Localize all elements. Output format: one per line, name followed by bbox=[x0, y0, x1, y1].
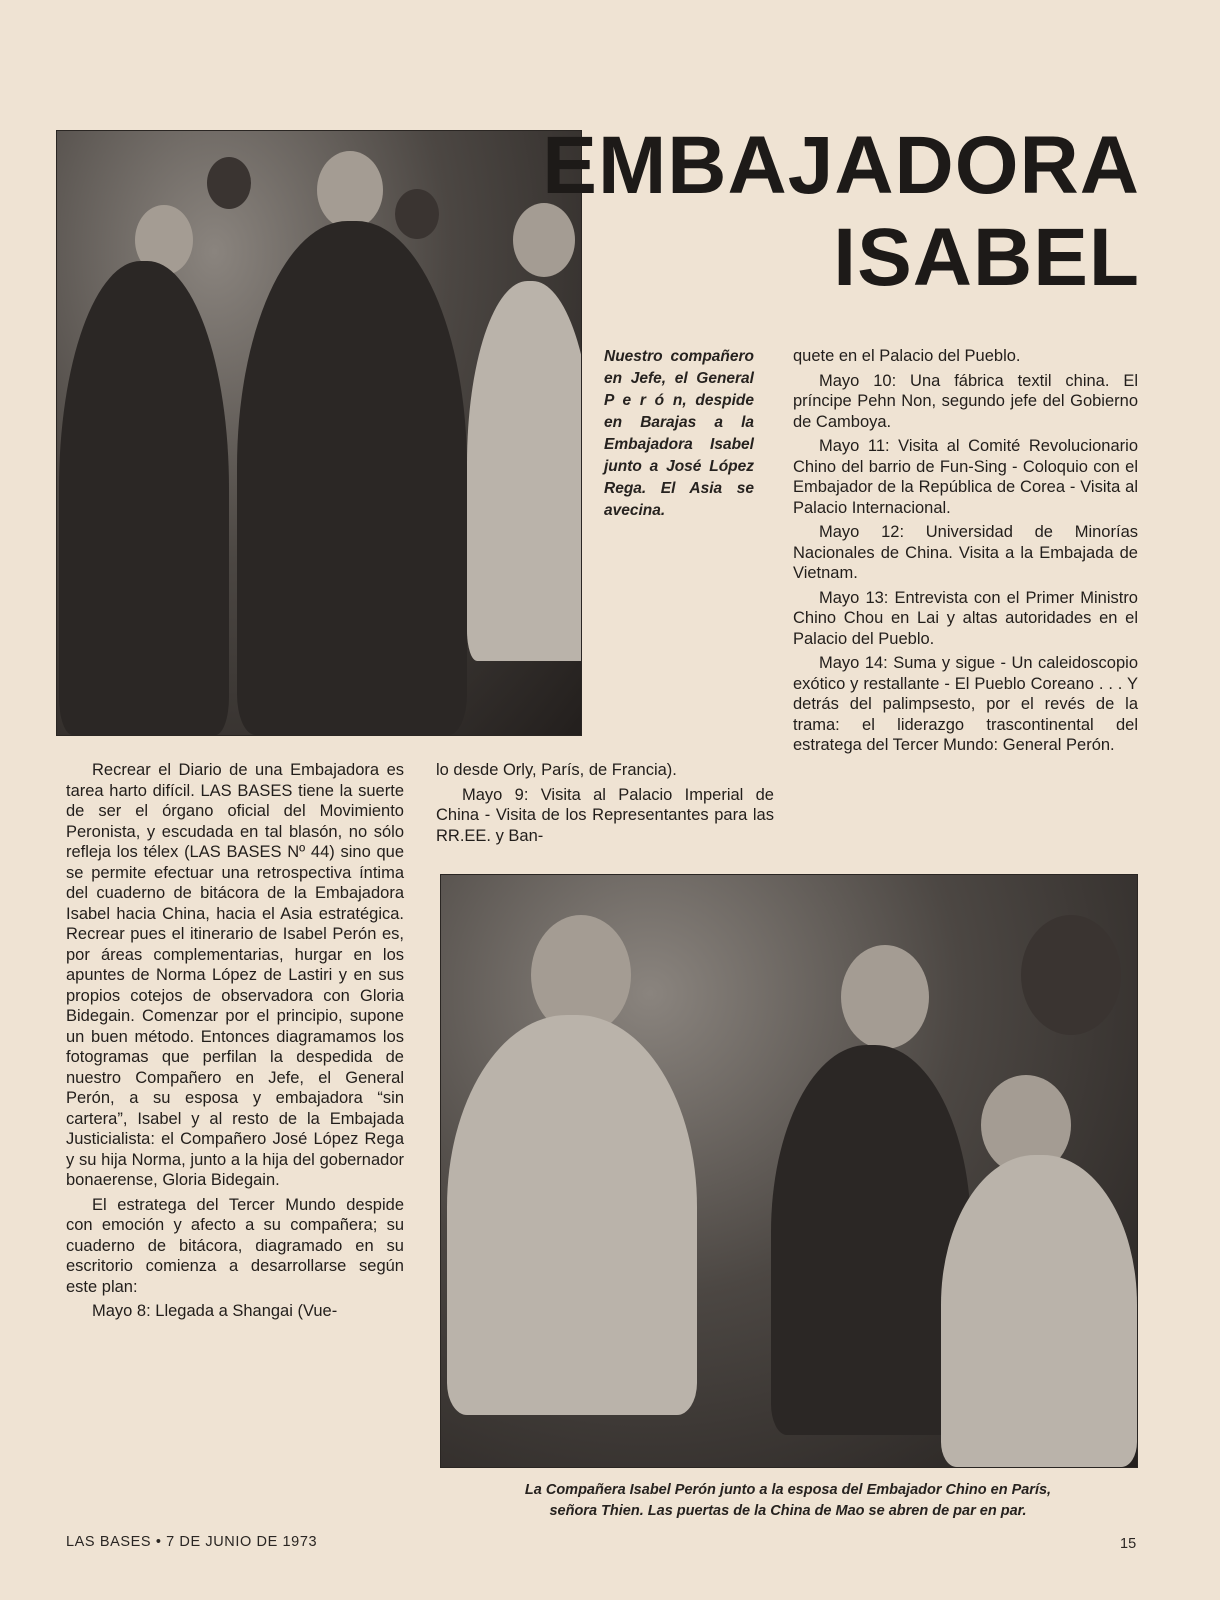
bottom-caption-line-1: La Compañera Isabel Perón junto a la esposa del Embajador Chino en París, bbox=[524, 1482, 1052, 1498]
right-paragraph: Mayo 10: Una fábrica textil china. El príncipe Pehn Non, segundo jefe del Gobierno de Camboya. bbox=[793, 371, 1138, 431]
headline bbox=[542, 120, 1140, 304]
right-paragraph: Mayo 13: Entrevista con el Primer Ministro Chino Chou en Lai y altas autoridades en el Palacio del Pueblo. bbox=[793, 588, 1138, 648]
top-photo bbox=[56, 130, 582, 736]
right-paragraph: Mayo 11: Visita al Comité Revolucionario Chino del barrio de Fun-Sing - Coloquio con el Embajador de la República de Corea - Visita al Palacio Internacional. bbox=[793, 437, 1138, 517]
left-paragraph: El estratega del Tercer Mundo despide con emoción y afecto a su compañera; su cuaderno de bitácora, diagramado en su escritorio comienza a desarrollarse según este plan: bbox=[66, 1195, 404, 1296]
left-paragraph: Recrear el Diario de una Embajadora es tarea harto difícil. LAS BASES tiene la suerte de ser el órgano oficial del Movimiento Peronista, y escudada en tal blasón, no sólo refleja los télex (LAS BASES Nº 44) sino que se permite efectuar una retrospectiva íntima del cuaderno de bitácora de la Embajadora Isabel hacia China, hacia el Asia estratégica. Recrear pues el itinerario de Isabel Perón es, por áreas complementarias, hurgar en los apuntes de Norma López de Lastiri y en sus propios cotejos de observadora con Gloria Bidegain. Comenzar por el principio, supone un buen método. Entonces diagramamos los fotogramas que perfilan la despedida de nuestro Compañero en Jefe, el General Perón, a su esposa y embajadora “sin cartera”, Isabel y al resto de la Embajada Justicialista: el Compañero José López Rega y su hija Norma, junto a la hija del gobernador bonaerense, Gloria Bidegain. bbox=[66, 761, 404, 1189]
bottom-photo-caption bbox=[436, 1480, 1140, 1522]
right-column-continued: quete en el Palacio del Pueblo. bbox=[793, 347, 1021, 365]
left-paragraph: Mayo 8: Llegada a Shangai (Vue- bbox=[92, 1302, 338, 1320]
page-number: 15 bbox=[1120, 1536, 1137, 1552]
middle-paragraph: Mayo 9: Visita al Palacio Imperial de China - Visita de los Representantes para las RR.EE. y Ban- bbox=[436, 785, 774, 845]
right-paragraph: Mayo 12: Universidad de Minorías Nacionales de China. Visita a la Embajada de Vietnam. bbox=[793, 523, 1138, 582]
right-paragraph: Mayo 14: Suma y sigue - Un caleidoscopio exótico y restallante - El Pueblo Coreano . . . Y detrás del palimpsesto, por el revés de la trama: el liderazgo trascontinental del estratega del Tercer Mundo: General Perón. bbox=[793, 654, 1138, 754]
publication-footer: LAS BASES • 7 DE JUNIO DE 1973 bbox=[66, 1534, 318, 1550]
right-column bbox=[793, 346, 1138, 760]
top-photo-caption: Nuestro compañero en Jefe, el General P e r ó n, despide en Barajas a la Embajadora Isabel junto a José López Rega. El Asia se avecina. bbox=[604, 348, 754, 519]
headline-line-2: ISABEL bbox=[833, 212, 1140, 303]
bottom-caption-line-2: señora Thien. Las puertas de la China de Mao se abren de par en par. bbox=[549, 1503, 1027, 1519]
headline-line-1: EMBAJADORA bbox=[542, 120, 1140, 211]
left-column bbox=[66, 760, 404, 1326]
middle-column-continued: lo desde Orly, París, de Francia). bbox=[436, 761, 677, 779]
bottom-photo bbox=[440, 874, 1138, 1468]
middle-column bbox=[436, 760, 774, 850]
